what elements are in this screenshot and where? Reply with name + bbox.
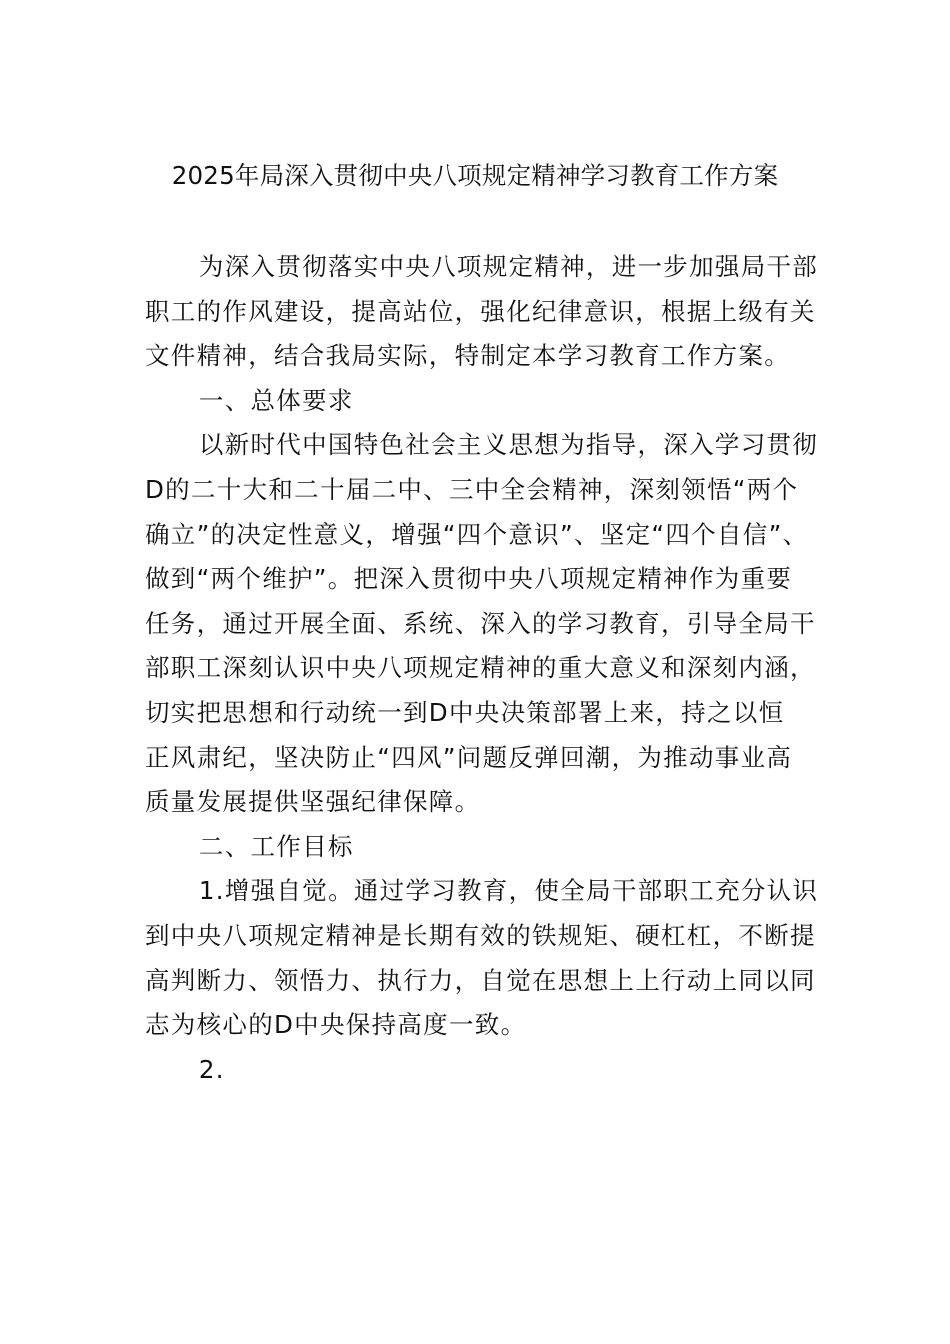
paragraph-line: 正风肃纪，坚决防止“四风”问题反弹回潮，为推动事业高 [145,742,793,772]
paragraph-line: 做到“两个维护”。把深入贯彻中央八项规定精神作为重要 [145,564,793,594]
paragraph-line: 以新时代中国特色社会主义思想为指导，深入学习贯彻 [198,430,819,460]
paragraph-line: 2. [198,1054,225,1084]
paragraph-line: 志为核心的D中央保持高度一致。 [145,1010,527,1040]
paragraph-line: 文件精神，结合我局实际，特制定本学习教育工作方案。 [145,341,790,371]
paragraph-line: 1.增强自觉。通过学习教育，使全局干部职工充分认识 [198,876,819,906]
paragraph-line: 为深入贯彻落实中央八项规定精神，进一步加强局干部 [198,252,819,281]
paragraph-line: 确立”的决定性意义，增强“四个意识”、坚定“四个自信”、 [145,519,809,549]
document-body [145,245,819,1092]
section-heading-overall-requirements [145,379,810,424]
paragraph-line: 切实把思想和行动统一到D中央决策部署上来，持之以恒 [145,697,785,727]
paragraph-line: 职工的作风建设，提高站位，强化纪律意识，根据上级有关 [145,296,816,326]
goal-1-paragraph [145,869,819,1047]
overall-requirements-paragraph [145,423,819,824]
paragraph-line: 质量发展提供坚强纪律保障。 [145,787,481,817]
paragraph-line: 到中央八项规定精神是长期有效的铁规矩、硬杠杠，不断提 [145,920,816,950]
paragraph-line: D的二十大和二十届二中、三中全会精神，深刻领悟“两个 [145,474,799,504]
section-heading-work-goals [145,825,810,870]
section-heading: 一、总体要求 [198,385,354,415]
intro-paragraph [145,245,819,379]
document-title: 2025年局深入贯彻中央八项规定精神学习教育工作方案 [171,161,779,190]
paragraph-line: 任务，通过开展全面、系统、深入的学习教育，引导全局干 [145,608,816,638]
paragraph-line: 高判断力、领悟力、执行力，自觉在思想上上行动上同以同 [145,965,816,995]
section-heading: 二、工作目标 [198,831,354,861]
paragraph-line: 部职工深刻认识中央八项规定精神的重大意义和深刻内涵， [145,653,816,683]
goal-2-paragraph [145,1048,810,1093]
